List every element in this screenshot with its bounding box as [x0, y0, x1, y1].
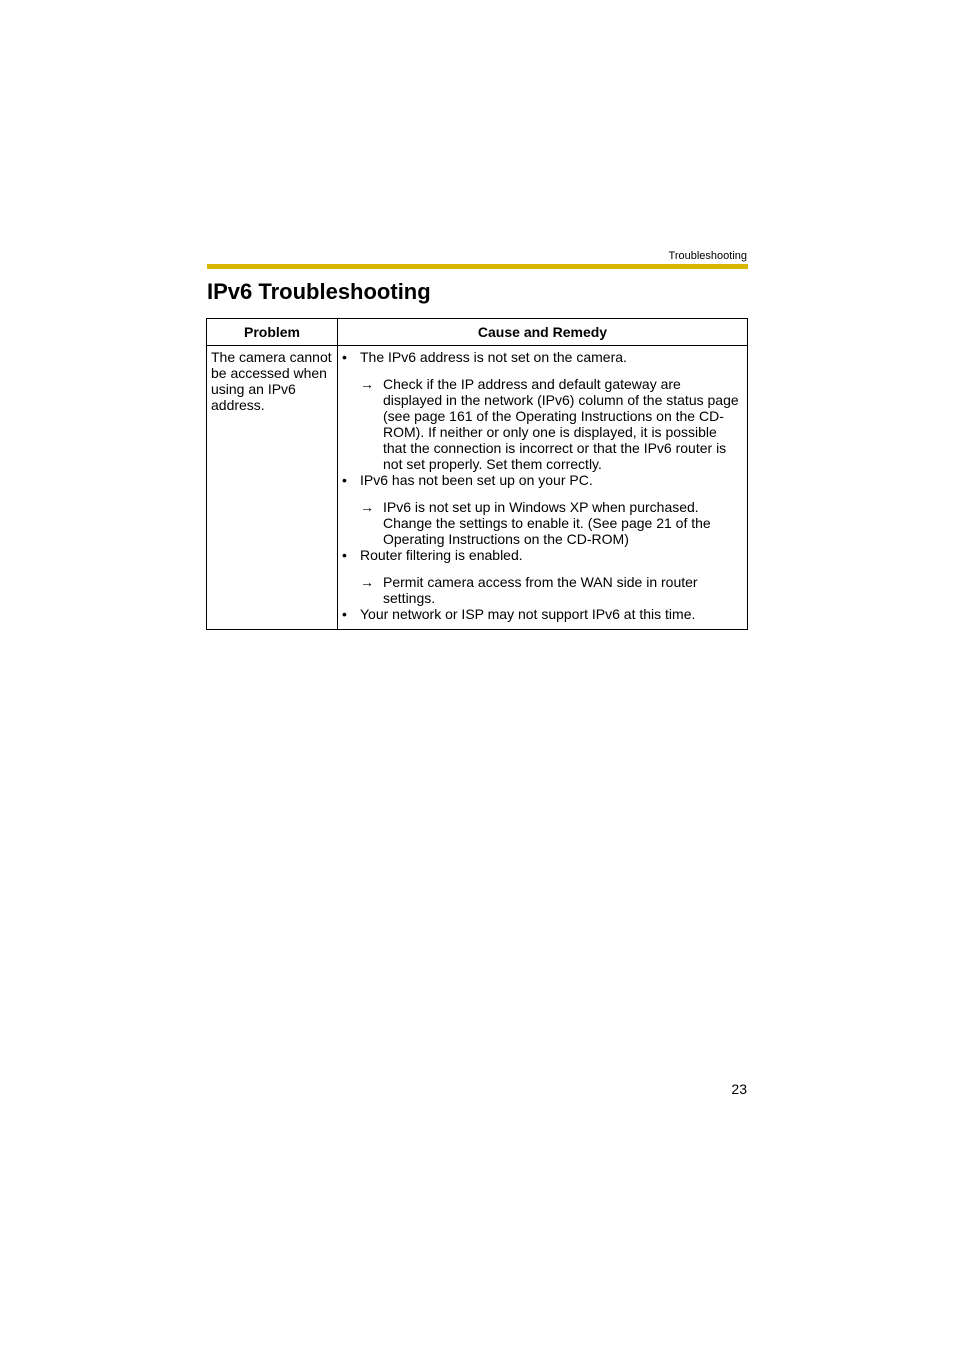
cause-item	[342, 472, 741, 488]
problem-cell: The camera cannot be accessed when using an IPv6 address.	[207, 346, 338, 630]
table-row	[207, 346, 748, 630]
column-header-cause-and-remedy: Cause and Remedy	[338, 319, 748, 346]
cause-text: Your network or ISP may not support IPv6 at this time.	[360, 606, 696, 622]
cause-text: Router filtering is enabled.	[360, 547, 523, 563]
bullet-icon: •	[342, 472, 347, 488]
page-number: 23	[731, 1081, 747, 1097]
cause-remedy-cell	[338, 346, 748, 630]
cause-item	[342, 606, 741, 622]
remedy-item	[360, 499, 741, 547]
cause-text: The IPv6 address is not set on the camera.	[360, 349, 627, 365]
bullet-icon: •	[342, 547, 347, 563]
header-rule	[207, 264, 748, 269]
column-header-problem: Problem	[207, 319, 338, 346]
bullet-icon: •	[342, 349, 347, 365]
remedy-text: Permit camera access from the WAN side in router settings.	[383, 574, 698, 606]
remedy-text: Check if the IP address and default gateway are displayed in the network (IPv6) column of the status page (see page 161 of the Operating Instructions on the CD-ROM). If neither or only one is displayed, it is possible that the connection is incorrect or that the IPv6 router is not set properly. Set them correctly.	[383, 376, 739, 472]
remedy-item	[360, 376, 741, 472]
remedy-item	[360, 574, 741, 606]
remedy-text: IPv6 is not set up in Windows XP when purchased. Change the settings to enable it. (See page 21 of the Operating Instructions on the CD-ROM)	[383, 499, 711, 547]
section-header: Troubleshooting	[668, 250, 747, 262]
arrow-right-icon: →	[360, 574, 374, 590]
cause-item	[342, 349, 741, 365]
bullet-icon: •	[342, 606, 347, 622]
cause-text: IPv6 has not been set up on your PC.	[360, 472, 593, 488]
table-header-row	[207, 319, 748, 346]
page-title: IPv6 Troubleshooting	[207, 279, 431, 304]
arrow-right-icon: →	[360, 376, 374, 392]
troubleshooting-table	[206, 318, 748, 630]
cause-item	[342, 547, 741, 563]
arrow-right-icon: →	[360, 499, 374, 515]
